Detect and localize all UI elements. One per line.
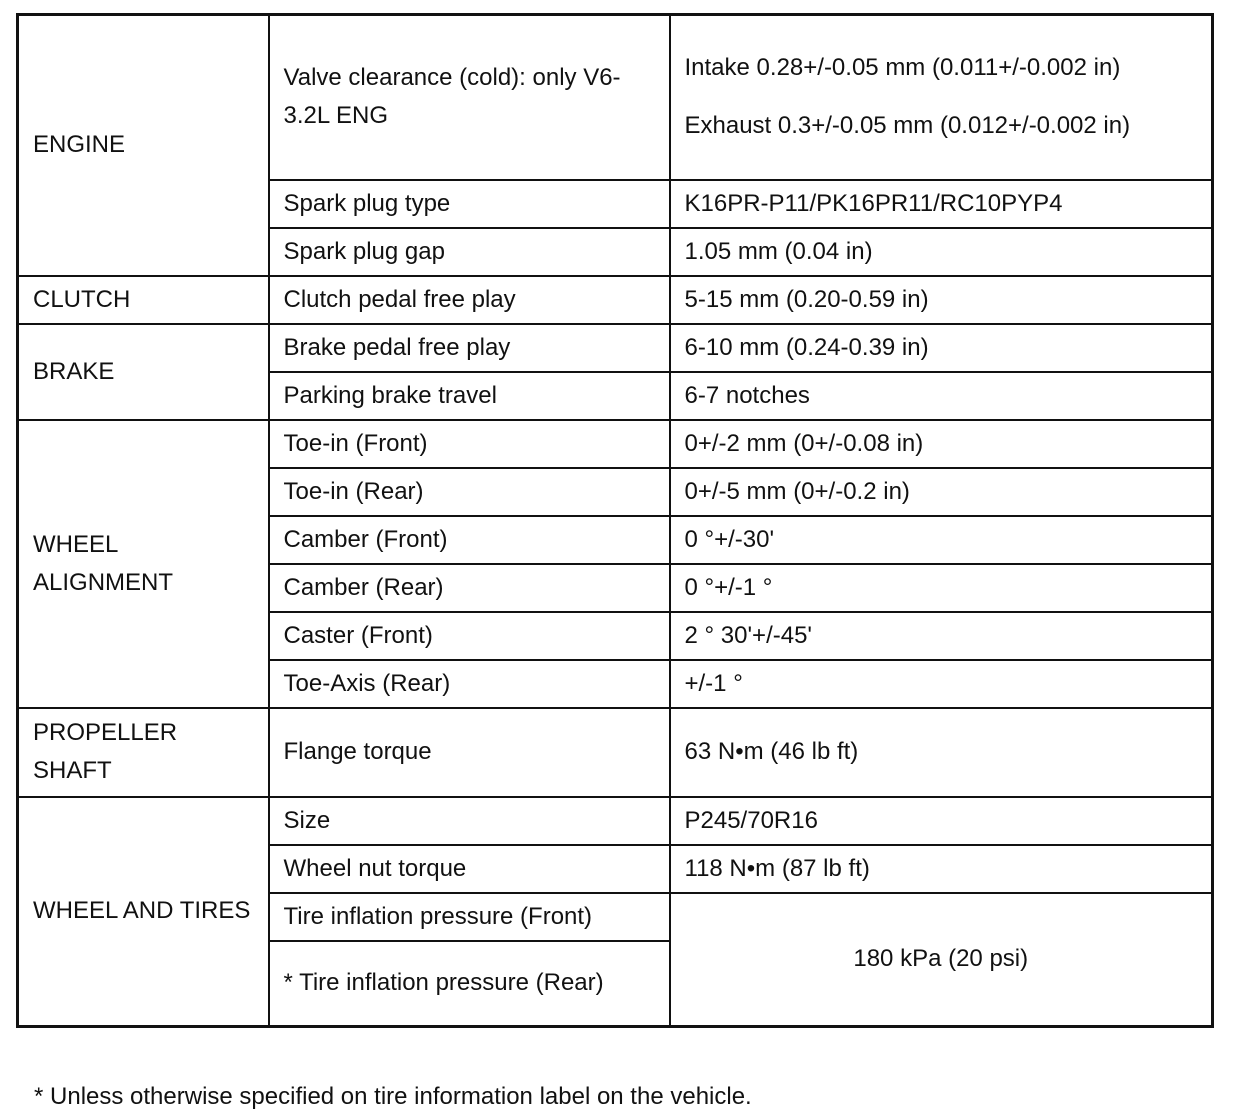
table-row: [18, 420, 1213, 468]
footnote: * Unless otherwise specified on tire information label on the vehicle.: [34, 1083, 752, 1110]
value-caster-front: 2 ° 30'+/-45': [670, 612, 1213, 660]
value-tire-size: P245/70R16: [670, 797, 1213, 845]
value-brake-pedal-free-play: 6-10 mm (0.24-0.39 in): [670, 324, 1213, 372]
category-wheel-and-tires: WHEEL AND TIRES: [18, 797, 269, 1027]
item-parking-brake-travel: Parking brake travel: [269, 372, 670, 420]
value-camber-front: 0 °+/-30': [670, 516, 1213, 564]
table-row: [18, 276, 1213, 324]
item-toe-in-rear: Toe-in (Rear): [269, 468, 670, 516]
category-brake: BRAKE: [18, 324, 269, 420]
item-toe-axis-rear: Toe-Axis (Rear): [269, 660, 670, 708]
category-wheel-alignment: WHEEL ALIGNMENT: [18, 420, 269, 708]
item-spark-plug-gap: Spark plug gap: [269, 228, 670, 276]
value-tire-pressure: 180 kPa (20 psi): [670, 893, 1213, 1027]
table-row: [18, 708, 1213, 797]
category-clutch: CLUTCH: [18, 276, 269, 324]
table-row: [18, 15, 1213, 180]
specifications-table: [16, 13, 1214, 1028]
item-toe-in-front: Toe-in (Front): [269, 420, 670, 468]
item-spark-plug-type: Spark plug type: [269, 180, 670, 228]
value-toe-in-rear: 0+/-5 mm (0+/-0.2 in): [670, 468, 1213, 516]
item-wheel-nut-torque: Wheel nut torque: [269, 845, 670, 893]
item-clutch-pedal-free-play: Clutch pedal free play: [269, 276, 670, 324]
value-valve-intake: Intake 0.28+/-0.05 mm (0.011+/-0.002 in): [684, 54, 1121, 82]
item-tire-pressure-front: Tire inflation pressure (Front): [269, 893, 670, 941]
value-toe-in-front: 0+/-2 mm (0+/-0.08 in): [670, 420, 1213, 468]
item-camber-rear: Camber (Rear): [269, 564, 670, 612]
item-tire-size: Size: [269, 797, 670, 845]
item-valve-clearance: Valve clearance (cold): only V6-3.2L ENG: [269, 15, 670, 180]
value-toe-axis-rear: +/-1 °: [670, 660, 1213, 708]
item-caster-front: Caster (Front): [269, 612, 670, 660]
value-flange-torque: 63 N•m (46 lb ft): [670, 708, 1213, 797]
item-tire-pressure-rear: * Tire inflation pressure (Rear): [269, 941, 670, 1027]
value-spark-plug-gap: 1.05 mm (0.04 in): [670, 228, 1213, 276]
table-row: [18, 797, 1213, 845]
value-valve-clearance: [670, 15, 1213, 180]
table-row: [18, 324, 1213, 372]
value-camber-rear: 0 °+/-1 °: [670, 564, 1213, 612]
item-flange-torque: Flange torque: [269, 708, 670, 797]
value-valve-exhaust: Exhaust 0.3+/-0.05 mm (0.012+/-0.002 in): [684, 112, 1131, 140]
item-camber-front: Camber (Front): [269, 516, 670, 564]
item-brake-pedal-free-play: Brake pedal free play: [269, 324, 670, 372]
value-spark-plug-type: K16PR-P11/PK16PR11/RC10PYP4: [670, 180, 1213, 228]
value-clutch-pedal-free-play: 5-15 mm (0.20-0.59 in): [670, 276, 1213, 324]
category-engine: ENGINE: [18, 15, 269, 276]
category-propeller-shaft: PROPELLER SHAFT: [18, 708, 269, 797]
value-wheel-nut-torque: 118 N•m (87 lb ft): [670, 845, 1213, 893]
value-parking-brake-travel: 6-7 notches: [670, 372, 1213, 420]
